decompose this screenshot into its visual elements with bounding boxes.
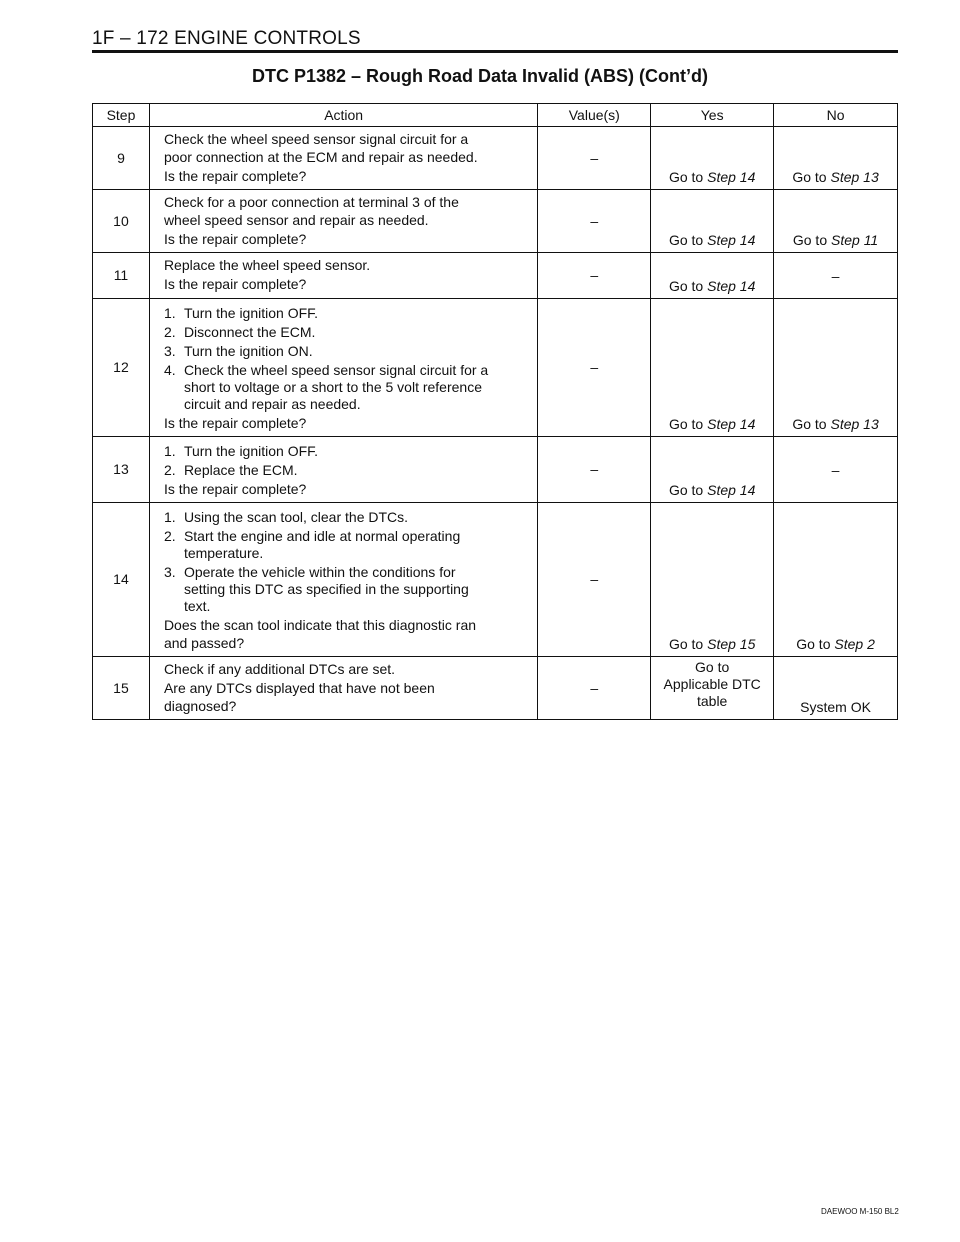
action-cell [149, 437, 537, 503]
yes-result-cell [651, 253, 774, 299]
yes-step-ref: Step 15 [707, 636, 756, 652]
list-text-line: Turn the ignition OFF. [183, 305, 319, 321]
list-text-line: Replace the ECM. [183, 462, 298, 478]
yes-step-ref: Step 14 [707, 482, 756, 498]
table-row [93, 299, 898, 437]
list-text [184, 343, 529, 360]
list-text [184, 362, 529, 413]
value-cell: – [538, 657, 651, 720]
yes-step-ref: Step 14 [707, 169, 756, 185]
list-number: 1. [163, 305, 176, 321]
no-result-cell [774, 190, 898, 253]
action-text: poor connection at the ECM and repair as needed. [163, 149, 478, 165]
list-number: 4. [163, 362, 176, 378]
list-text [184, 305, 529, 322]
action-cell [149, 657, 537, 720]
yes-result-line: table [696, 693, 728, 709]
action-question: Is the repair complete? [163, 415, 307, 431]
step-number: 13 [93, 437, 150, 503]
yes-result-cell [651, 437, 774, 503]
header-rule [92, 50, 898, 53]
yes-goto-label: Go to [668, 482, 704, 498]
list-number: 3. [163, 564, 176, 580]
action-question: Does the scan tool indicate that this diagnostic ran [163, 617, 477, 633]
table-row [93, 657, 898, 720]
page-title: DTC P1382 – Rough Road Data Invalid (ABS) (Cont’d) [251, 66, 709, 86]
column-header-no: No [774, 104, 898, 127]
no-result-cell [774, 127, 898, 190]
value-cell: – [538, 127, 651, 190]
list-text-line: setting this DTC as specified in the supporting [183, 581, 469, 597]
no-step-ref: Step 13 [830, 416, 879, 432]
action-list-item [164, 443, 529, 460]
list-text [184, 528, 529, 562]
action-cell [149, 127, 537, 190]
table-row [93, 253, 898, 299]
list-text [184, 564, 529, 615]
yes-result-cell [651, 299, 774, 437]
action-list-item [164, 462, 529, 479]
no-result-cell [774, 657, 898, 720]
action-text: Check the wheel speed sensor signal circuit for a [163, 131, 469, 147]
action-question: Are any DTCs displayed that have not been [163, 680, 435, 696]
action-question: diagnosed? [163, 698, 237, 714]
list-text-line: Disconnect the ECM. [183, 324, 316, 340]
no-result-cell [774, 503, 898, 657]
column-header-values: Value(s) [538, 104, 651, 127]
list-text-line: Start the engine and idle at normal operating [183, 528, 461, 544]
no-result-text: – [831, 267, 840, 284]
page-footer: DAEWOO M-150 BL2 [821, 1207, 899, 1216]
list-text-line: Operate the vehicle within the conditions for [183, 564, 456, 580]
action-cell [149, 253, 537, 299]
diagnostic-table [92, 103, 898, 720]
no-goto-label: Go to [792, 416, 827, 432]
table-row [93, 127, 898, 190]
action-list-item [164, 564, 529, 615]
yes-goto-label: Go to [668, 278, 704, 294]
value-cell: – [538, 503, 651, 657]
no-result-text: System OK [800, 699, 871, 715]
yes-step-ref: Step 14 [707, 232, 756, 248]
table-body [93, 127, 898, 720]
table-row [93, 437, 898, 503]
table-header-row [93, 104, 898, 127]
list-number: 3. [163, 343, 176, 359]
list-text-line: temperature. [183, 545, 264, 561]
action-text: Replace the wheel speed sensor. [163, 257, 371, 273]
action-question: Is the repair complete? [163, 276, 307, 292]
step-number: 12 [93, 299, 150, 437]
step-number: 14 [93, 503, 150, 657]
yes-result-cell [651, 190, 774, 253]
action-question: Is the repair complete? [163, 481, 307, 497]
action-question: Is the repair complete? [163, 168, 307, 184]
list-text-line: circuit and repair as needed. [183, 396, 361, 412]
list-number: 2. [163, 528, 176, 544]
list-text [184, 443, 529, 460]
no-result-cell [774, 299, 898, 437]
action-cell [149, 190, 537, 253]
list-text-line: Using the scan tool, clear the DTCs. [183, 509, 409, 525]
no-goto-label: Go to [792, 232, 828, 248]
column-header-yes: Yes [651, 104, 774, 127]
table-row [93, 503, 898, 657]
yes-result-line: Go to [695, 659, 730, 675]
yes-goto-label: Go to [668, 416, 704, 432]
value-cell: – [538, 437, 651, 503]
action-list-item [164, 528, 529, 562]
action-question: Is the repair complete? [163, 231, 307, 247]
no-result-text: – [831, 461, 840, 478]
list-text-line: short to voltage or a short to the 5 volt reference [183, 379, 482, 395]
yes-result-line: Applicable DTC [663, 676, 761, 692]
table-row [93, 190, 898, 253]
value-cell: – [538, 299, 651, 437]
no-step-ref: Step 11 [831, 232, 879, 248]
step-number: 11 [93, 253, 150, 299]
column-header-step: Step [93, 104, 150, 127]
action-list-item [164, 324, 529, 341]
list-text [184, 509, 529, 526]
value-cell: – [538, 190, 651, 253]
yes-result-cell [651, 503, 774, 657]
step-number: 9 [93, 127, 150, 190]
column-header-action: Action [149, 104, 537, 127]
list-number: 1. [163, 509, 176, 525]
no-step-ref: Step 13 [830, 169, 879, 185]
yes-result-cell [651, 127, 774, 190]
list-text-line: Turn the ignition OFF. [183, 443, 319, 459]
step-number: 15 [93, 657, 150, 720]
no-goto-label: Go to [792, 169, 827, 185]
page-header: 1F – 172 ENGINE CONTROLS [92, 28, 361, 49]
action-list-item [164, 509, 529, 526]
action-cell [149, 503, 537, 657]
yes-step-ref: Step 14 [707, 416, 756, 432]
action-question: and passed? [163, 635, 245, 651]
list-number: 2. [163, 462, 176, 478]
list-number: 2. [163, 324, 176, 340]
yes-goto-label: Go to [668, 169, 704, 185]
action-text: Check for a poor connection at terminal 3 of the [163, 194, 459, 210]
list-text-line: Turn the ignition ON. [183, 343, 313, 359]
no-result-cell [774, 253, 898, 299]
no-step-ref: Step 2 [834, 636, 875, 652]
yes-result-cell [651, 657, 774, 720]
action-list-item [164, 362, 529, 413]
action-list-item [164, 305, 529, 322]
list-text [184, 462, 529, 479]
value-cell: – [538, 253, 651, 299]
no-goto-label: Go to [796, 636, 831, 652]
action-text: wheel speed sensor and repair as needed. [163, 212, 429, 228]
action-text: Check if any additional DTCs are set. [163, 661, 396, 677]
yes-step-ref: Step 14 [707, 278, 756, 294]
yes-goto-label: Go to [668, 636, 704, 652]
step-number: 10 [93, 190, 150, 253]
yes-goto-label: Go to [668, 232, 704, 248]
action-list-item [164, 343, 529, 360]
list-text [184, 324, 529, 341]
list-number: 1. [163, 443, 176, 459]
list-text-line: text. [183, 598, 211, 614]
list-text-line: Check the wheel speed sensor signal circuit for a [183, 362, 489, 378]
no-result-cell [774, 437, 898, 503]
action-cell [149, 299, 537, 437]
